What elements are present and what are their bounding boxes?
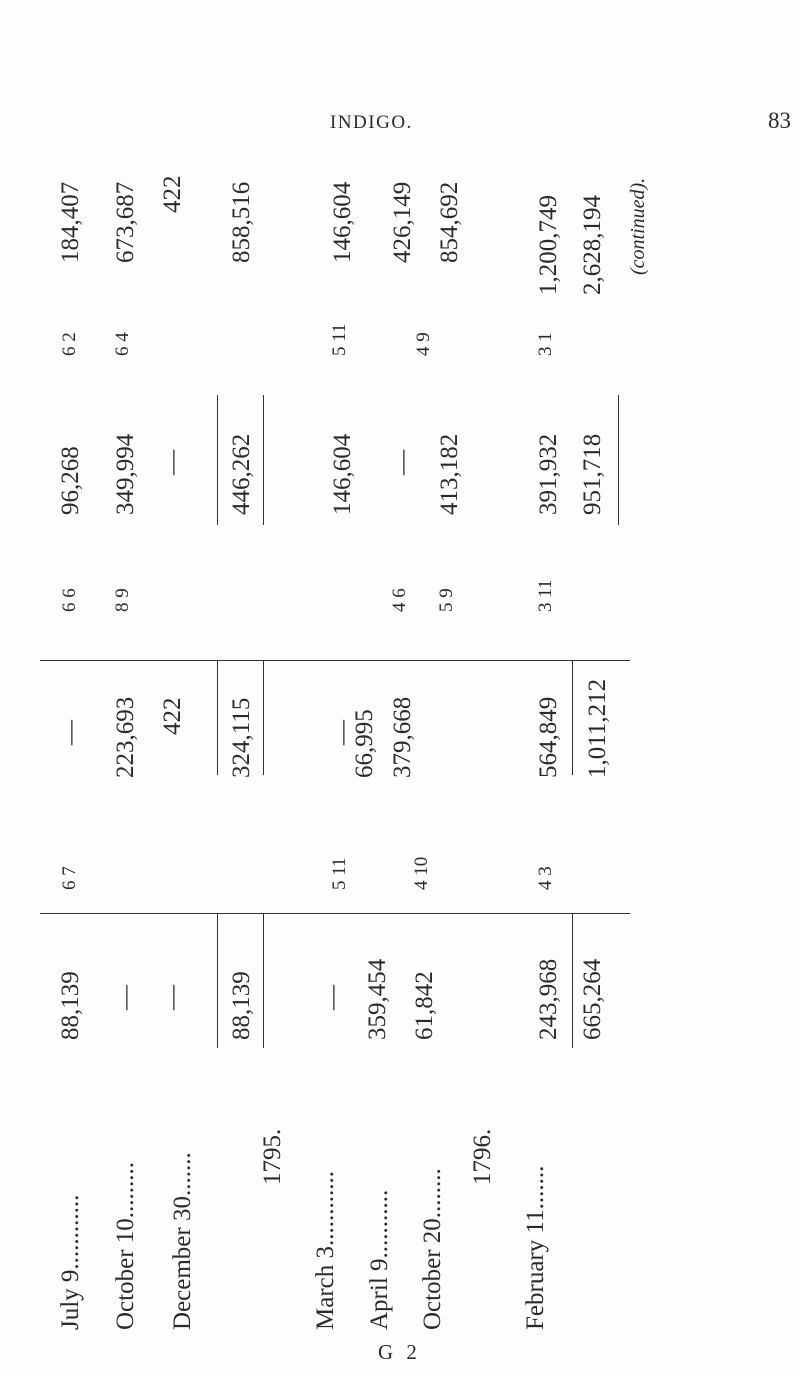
rule-v-7 (217, 913, 218, 1048)
frac-3-2: 4 10 (411, 856, 432, 890)
cell-b2-4: 146,604 (329, 433, 356, 515)
frac-2-0: 6 6 (59, 588, 80, 612)
cell-b1-0: 184,407 (57, 181, 84, 263)
cell-b3-1: 223,693 (112, 696, 139, 778)
cell-b2-1: 349,994 (112, 433, 139, 515)
date-label: October 10......... (112, 1161, 139, 1330)
cell-b1-1: 673,687 (112, 181, 139, 263)
cell-b2-2: — (159, 450, 186, 475)
year-label: 1795. (259, 1128, 286, 1185)
frac-1-0: 6 2 (59, 332, 80, 356)
date-label: July 9............ (57, 1194, 84, 1330)
cell-b4-1: — (112, 985, 139, 1010)
rule-v-3 (618, 395, 619, 525)
folio: G 2 (378, 1340, 421, 1364)
frac-2-3: 5 9 (436, 588, 457, 612)
cell-b1-4: 146,604 (329, 181, 356, 263)
cell-b4-7: 243,968 (535, 958, 562, 1040)
date-label: February 11....... (522, 1165, 549, 1330)
cell-b1-6: 854,692 (436, 181, 463, 263)
cell-b2-3: 446,262 (228, 433, 255, 515)
rule-v-1 (217, 395, 218, 525)
cell-b4-8: 665,264 (579, 958, 606, 1040)
cell-b3-7: 564,849 (535, 696, 562, 778)
cell-b3-4: — (329, 720, 356, 745)
frac-1-2: 5 11 (329, 323, 350, 356)
cell-b4-0: 88,139 (57, 971, 84, 1040)
cell-b3-0: — (57, 720, 84, 745)
cell-b4-4: — (319, 985, 346, 1010)
cell-b1-3: 858,516 (228, 181, 255, 263)
rule-v-4 (217, 660, 218, 775)
cell-b4-6: 61,842 (411, 971, 438, 1040)
date-label: December 30....... (169, 1152, 196, 1330)
rule-h-1 (40, 660, 630, 661)
frac-3-3: 4 3 (535, 866, 556, 890)
cell-b4-2: — (159, 985, 186, 1010)
rule-v-8 (263, 913, 264, 1048)
date-label: October 20........ (419, 1168, 446, 1330)
frac-3-0: 6 7 (59, 866, 80, 890)
cell-b2-0: 96,268 (57, 446, 84, 515)
cell-b3-6: 379,668 (389, 696, 416, 778)
rule-v-5 (263, 660, 264, 775)
cell-b1-7: 1,200,749 (535, 195, 562, 295)
cell-b2-6: 413,182 (436, 433, 463, 515)
cell-b1-5: 426,149 (389, 181, 416, 263)
frac-1-4: 3 1 (535, 332, 556, 356)
frac-1-1: 6 4 (112, 332, 133, 356)
rule-h-2 (40, 913, 630, 914)
cell-b4-5: 359,454 (364, 958, 391, 1040)
cell-b2-7: 391,932 (535, 433, 562, 515)
cell-b3-8: 1,011,212 (584, 678, 611, 778)
frac-3-1: 5 11 (329, 857, 350, 890)
cell-b2-5: — (389, 450, 416, 475)
frac-2-1: 8 9 (112, 588, 133, 612)
rule-v-2 (263, 395, 264, 525)
cell-b3-2: 422 (159, 697, 186, 735)
cell-b3-3: 324,115 (228, 697, 255, 778)
cell-b1-2: 422 (159, 175, 186, 213)
date-label: March 3............ (312, 1171, 339, 1330)
rule-v-9 (572, 913, 573, 1048)
rule-v-6 (572, 660, 573, 775)
frac-2-4: 3 11 (535, 579, 556, 612)
continued-note: (continued). (627, 177, 649, 275)
year-label: 1796. (469, 1128, 496, 1185)
cell-b2-8: 951,718 (579, 433, 606, 515)
frac-2-2: 4 6 (389, 588, 410, 612)
cell-b1-8: 2,628,194 (579, 195, 606, 295)
cell-b3-5: 66,995 (351, 709, 378, 778)
running-head: INDIGO. (330, 112, 413, 133)
frac-1-3: 4 9 (413, 332, 434, 356)
date-label: April 9........... (366, 1189, 393, 1330)
cell-b4-3: 88,139 (228, 971, 255, 1040)
page-number: 83 (768, 108, 791, 133)
